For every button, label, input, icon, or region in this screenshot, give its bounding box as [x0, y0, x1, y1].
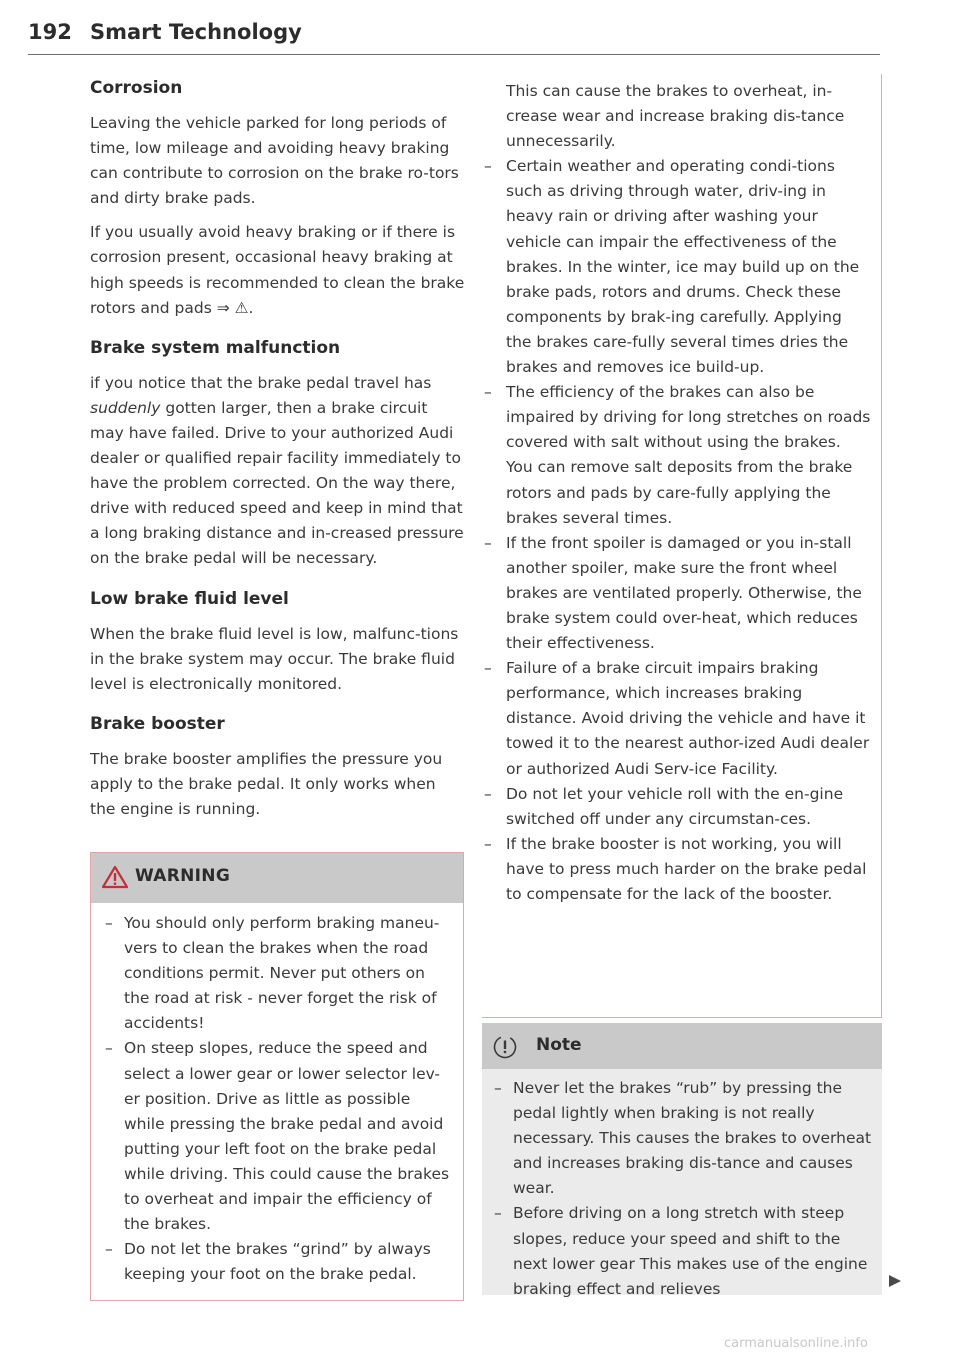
warning-list — [103, 911, 451, 1287]
booster-paragraph: The brake booster amplifies the pressure you apply to the brake pedal. It only works when the engine is running. — [90, 749, 443, 818]
page-number: 192 — [28, 20, 72, 44]
continued-arrow-icon — [888, 1274, 902, 1288]
list-item: – Certain weather and operating condi-tions such as driving through water, driv-ing in heavy rain or driving after washing your vehicle can impair the effectiveness of the brakes. In the winter, ice may build up on the brake pads, rotors and drums. Check these components by brak-ing carefully. Applying the brakes care-fully several times dries the brakes and removes ice build-up. — [482, 154, 871, 380]
warning-triangle-icon — [101, 865, 129, 889]
warning-continued-list — [482, 154, 871, 907]
fluid-paragraph: When the brake fluid level is low, malfunc-tions in the brake system may occur. The brake fluid level is electronically monitored. — [90, 624, 459, 693]
warning-title: WARNING — [135, 866, 231, 886]
list-item: – Failure of a brake circuit impairs braking performance, which increases braking distance. Avoid driving the vehicle and have it towed it to the nearest author-ized Audi dealer or authorized Audi Serv-ice Facility. — [482, 656, 871, 781]
note-list — [492, 1076, 872, 1302]
warning-box-continued — [482, 74, 882, 1018]
warning-continued-text: This can cause the brakes to overheat, in-crease wear and increase braking dis-tance unnecessarily. — [506, 82, 845, 151]
list-item: – Never let the brakes “rub” by pressing the pedal lightly when braking is not really necessary. This causes the brakes to overheat and increases braking dis-tance and causes wear. — [492, 1076, 872, 1201]
left-column — [90, 74, 465, 822]
warning-box — [90, 852, 464, 1301]
note-header — [482, 1023, 882, 1069]
list-item: – You should only perform braking maneu-vers to clean the brakes when the road conditions permit. Never put others on the road at risk - never forget the risk of accidents! — [103, 911, 451, 1036]
list-item: – Do not let the brakes “grind” by always keeping your foot on the brake pedal. — [103, 1237, 451, 1287]
emphasis-suddenly: suddenly — [90, 398, 161, 417]
list-item: – On steep slopes, reduce the speed and select a lower gear or lower selector lev-er position. Drive as little as possible while pressing the brake pedal and avoid putting your left foot on the brake pedal while driving. This could cause the brakes to overheat and impair the efficiency of the brakes. — [103, 1036, 451, 1237]
note-info-icon — [492, 1034, 518, 1060]
malfunction-paragraph: if you notice that the brake pedal travel has suddenly gotten larger, then a brake circuit may have failed. Drive to your authorized Audi dealer or qualified repair facility immediately to have the problem corrected. On the way there, drive with reduced speed and keep in mind that a long braking distance and in-creased pressure on the brake pedal will be necessary. — [90, 373, 464, 568]
heading-low-brake-fluid: Low brake fluid level — [90, 588, 289, 609]
page-header — [28, 20, 880, 55]
section-title: Smart Technology — [90, 20, 302, 44]
note-box — [482, 1023, 882, 1298]
list-item: – The efficiency of the brakes can also be impaired by driving for long stretches on roads covered with salt without using the brakes. You can remove salt deposits from the brake rotors and pads by care-fully applying the brakes several times. — [482, 380, 871, 531]
footer-watermark: carmanualsonline.info — [724, 1336, 868, 1351]
list-item: – Before driving on a long stretch with steep slopes, reduce your speed and shift to the next lower gear This makes use of the engine braking effect and relieves — [492, 1201, 872, 1301]
note-title: Note — [536, 1035, 582, 1055]
corrosion-paragraph-1: Leaving the vehicle parked for long periods of time, low mileage and avoiding heavy braking can contribute to corrosion on the brake ro-tors and dirty brake pads. — [90, 114, 459, 208]
list-item: – Do not let your vehicle roll with the en-gine switched off under any circumstan-ces. — [482, 782, 871, 832]
heading-corrosion: Corrosion — [90, 78, 183, 98]
list-item: – If the front spoiler is damaged or you in-stall another spoiler, make sure the front wheel brakes are ventilated properly. Otherwise, the brake system could over-heat, which reduces their effectiveness. — [482, 531, 871, 656]
list-item: – If the brake booster is not working, you will have to press much harder on the brake pedal to compensate for the lack of the booster. — [482, 832, 871, 907]
heading-brake-system-malfunction: Brake system malfunction — [90, 337, 341, 358]
warning-header — [91, 853, 463, 903]
corrosion-paragraph-2: If you usually avoid heavy braking or if there is corrosion present, occasional heavy braking at high speeds is recommended to clean the brake rotors and pads ⇒ ⚠. — [90, 223, 465, 317]
heading-brake-booster: Brake booster — [90, 713, 225, 734]
